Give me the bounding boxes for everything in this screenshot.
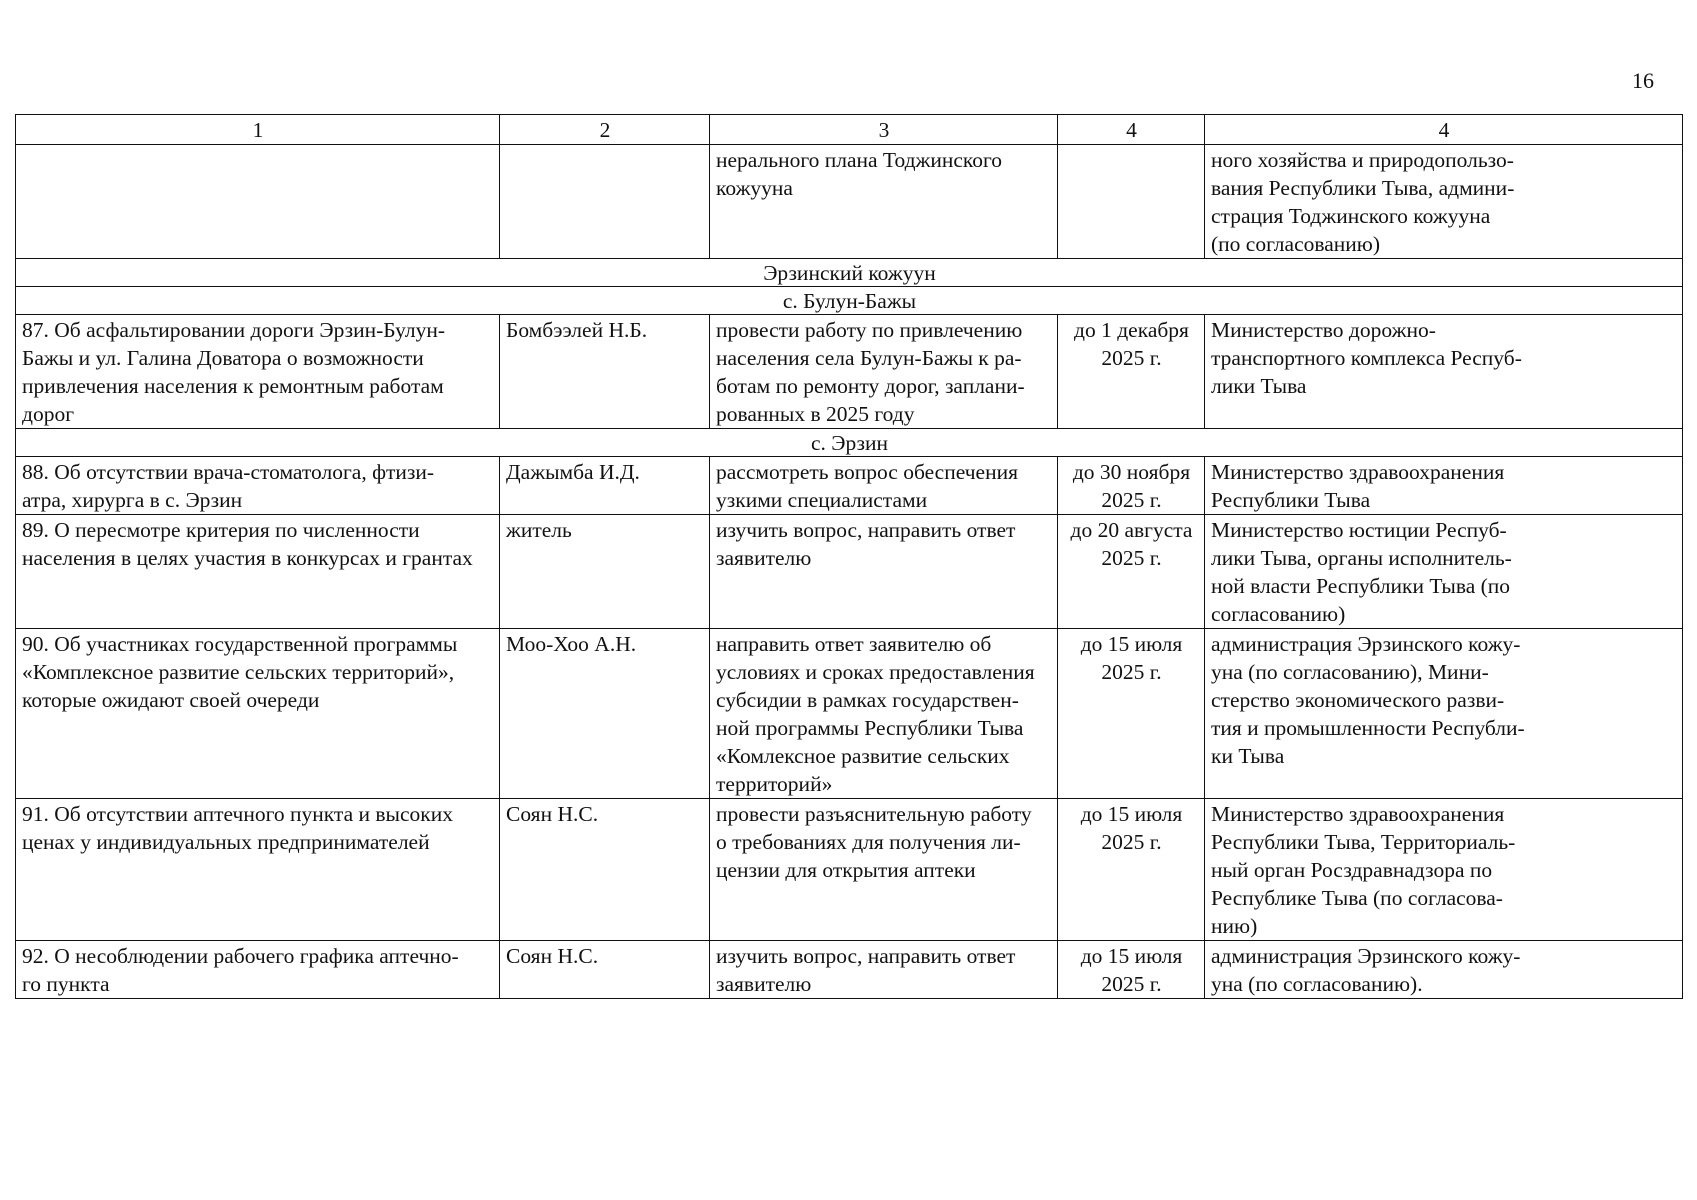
measure-cell: рассмотреть вопрос обеспечения узкими специалистами [710,457,1058,515]
column-number-2: 2 [500,115,710,145]
deadline-cell [1058,145,1205,259]
applicant-cell: Дажымба И.Д. [500,457,710,515]
deadline-cell: до 15 июля 2025 г. [1058,799,1205,941]
applicant-cell: Бомбээлей Н.Б. [500,315,710,429]
column-number-3: 3 [710,115,1058,145]
responsible-cell: ного хозяйства и природопользо- вания Республики Тыва, админи- страция Тоджинского кожууна (по согласованию) [1205,145,1683,259]
issue-cell: 91. Об отсутствии аптечного пункта и высоких ценах у индивидуальных предпринимателей [16,799,500,941]
deadline-cell: до 15 июля 2025 г. [1058,629,1205,799]
settlement-title: с. Булун-Бажы [16,287,1683,315]
deadline-cell: до 1 декабря 2025 г. [1058,315,1205,429]
table-row [16,799,1683,941]
column-number-1: 1 [16,115,500,145]
action-plan-table [15,114,1683,999]
deadline-cell: до 20 августа 2025 г. [1058,515,1205,629]
issue-cell: 92. О несоблюдении рабочего графика аптечно- го пункта [16,941,500,999]
issue-cell: 87. Об асфальтировании дороги Эрзин-Булун- Бажы и ул. Галина Доватора о возможности привлечения населения к ремонтным работам дорог [16,315,500,429]
measure-cell: изучить вопрос, направить ответ заявителю [710,515,1058,629]
table-row [16,629,1683,799]
measure-cell: изучить вопрос, направить ответ заявителю [710,941,1058,999]
responsible-cell: администрация Эрзинского кожу- уна (по согласованию), Мини- стерство экономического разви- тия и промышленности Республи- ки Тыва [1205,629,1683,799]
table-row [16,941,1683,999]
district-title: Эрзинский кожуун [16,259,1683,287]
page-number: 16 [1632,68,1654,93]
responsible-cell: Министерство здравоохранения Республики Тыва, Территориаль- ный орган Росздравнадзора по Республике Тыва (по согласова- нию) [1205,799,1683,941]
settlement-title: с. Эрзин [16,429,1683,457]
continued-row [16,145,1683,259]
settlement-row [16,429,1683,457]
deadline-cell: до 15 июля 2025 г. [1058,941,1205,999]
measure-cell: направить ответ заявителю об условиях и сроках предоставления субсидии в рамках государствен- ной программы Республики Тыва «Комлексное развитие сельских территорий» [710,629,1058,799]
table-row [16,315,1683,429]
applicant-cell: Соян Н.С. [500,941,710,999]
table-row [16,515,1683,629]
district-row [16,259,1683,287]
applicant-cell: житель [500,515,710,629]
deadline-cell: до 30 ноября 2025 г. [1058,457,1205,515]
column-number-5: 4 [1205,115,1683,145]
responsible-cell: Министерство здравоохранения Республики Тыва [1205,457,1683,515]
applicant-cell [500,145,710,259]
settlement-row [16,287,1683,315]
applicant-cell: Моо-Хоо А.Н. [500,629,710,799]
measure-cell: провести работу по привлечению населения села Булун-Бажы к ра- ботам по ремонту дорог, заплани- рованных в 2025 году [710,315,1058,429]
issue-cell: 90. Об участниках государственной программы «Комплексное развитие сельских территорий», которые ожидают своей очереди [16,629,500,799]
measure-cell: нерального плана Тоджинского кожууна [710,145,1058,259]
responsible-cell: администрация Эрзинского кожу- уна (по согласованию). [1205,941,1683,999]
responsible-cell: Министерство дорожно- транспортного комплекса Респуб- лики Тыва [1205,315,1683,429]
applicant-cell: Соян Н.С. [500,799,710,941]
issue-cell [16,145,500,259]
table-row [16,457,1683,515]
column-number-header [16,115,1683,145]
issue-cell: 89. О пересмотре критерия по численности населения в целях участия в конкурсах и грантах [16,515,500,629]
measure-cell: провести разъяснительную работу о требованиях для получения ли- цензии для открытия аптеки [710,799,1058,941]
responsible-cell: Министерство юстиции Респуб- лики Тыва, органы исполнитель- ной власти Республики Тыва (по согласованию) [1205,515,1683,629]
issue-cell: 88. Об отсутствии врача-стоматолога, фтизи- атра, хирурга в с. Эрзин [16,457,500,515]
column-number-4: 4 [1058,115,1205,145]
